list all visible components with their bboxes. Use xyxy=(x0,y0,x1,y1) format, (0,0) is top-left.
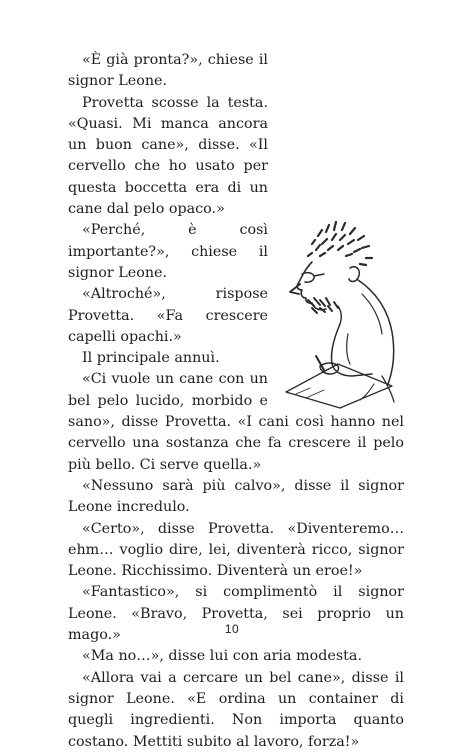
paragraph: Il principale annuì. xyxy=(82,350,220,367)
paragraph: «Nessuno sarà più calvo», disse il signor Leone incredulo. xyxy=(68,477,404,516)
man-writing-illustration xyxy=(282,216,420,416)
paragraph: Provetta scosse la testa. «Quasi. Mi manca ancora un buon cane», disse. «Il cervello che ho usato per questa boccetta era di un cane dal pelo opaco.» xyxy=(68,94,268,218)
paragraph: «Ci vuole un cane con un bel pelo lucido, morbido e sano», disse Provetta. «I cani così hanno nel cervello una sostanza che fa crescere il pelo più bello. Ci serve quella.» xyxy=(68,371,404,473)
paragraph: «Certo», disse Provetta. «Diventeremo… ehm… voglio dire, lei, diventerà ricco, signor Leone. Ricchissimo. Diventerà un eroe!» xyxy=(68,520,404,580)
page-number: 10 xyxy=(224,622,240,636)
paragraph: «Allora vai a cercare un bel cane», disse il signor Leone. «E ordina un container di quegli ingredienti. Non importa quanto costano. Mettiti subito al lavoro, forza!» xyxy=(68,669,404,750)
paragraph: «Fantastico», si complimentò il signor Leone. «Bravo, Provetta, sei proprio un mago.» xyxy=(68,584,404,644)
paragraph: «Ma no…», disse lui con aria modesta. xyxy=(82,648,362,665)
paragraph: «È già pronta?», chiese il signor Leone. xyxy=(68,52,268,90)
paragraph: «Perché, è così importante?», chiese il signor Leone. xyxy=(68,222,268,281)
paragraph: «Altroché», rispose Provetta. «Fa crescere capelli opachi.» xyxy=(68,286,268,345)
